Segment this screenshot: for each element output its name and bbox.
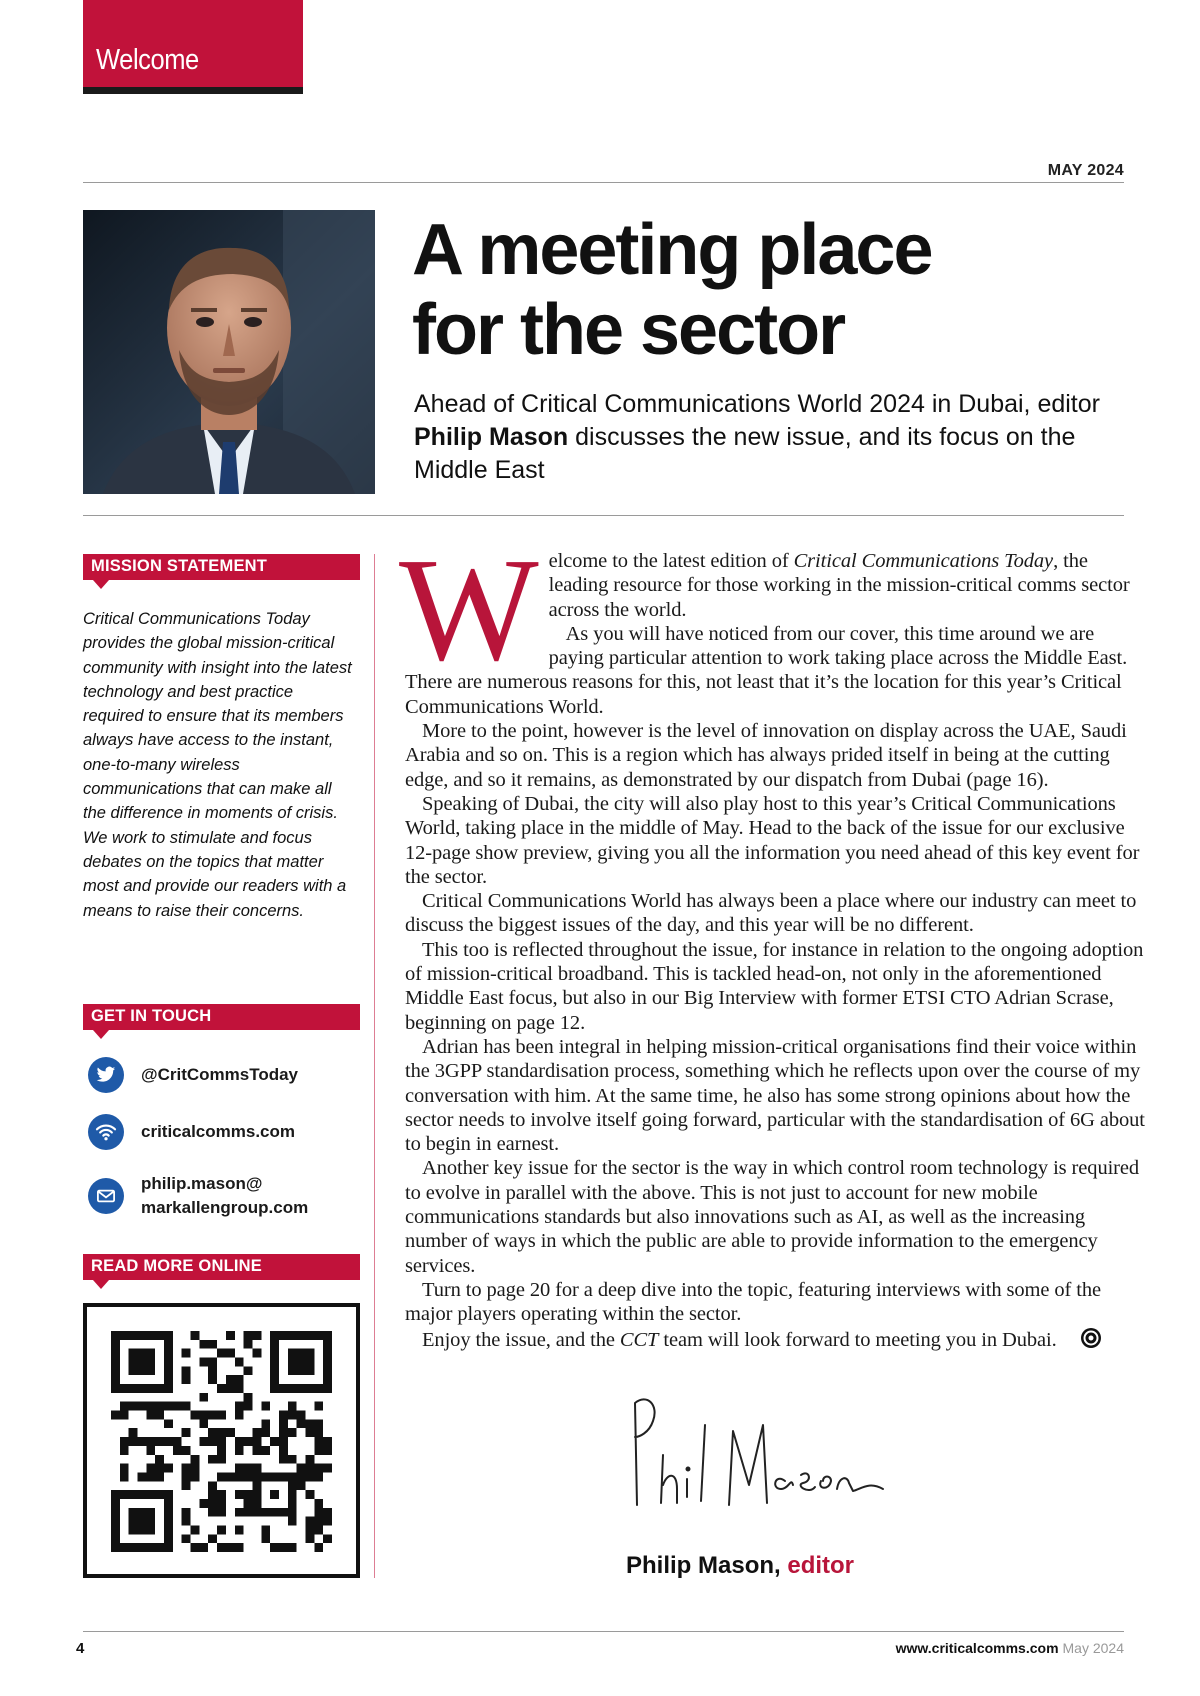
standfirst-author: Philip Mason [414, 423, 569, 451]
email-line-1: philip.mason@ [141, 1174, 263, 1193]
paragraph-10-text: Enjoy the issue, and the [422, 1328, 620, 1351]
top-divider [83, 182, 1124, 183]
publication-title: Critical Communications Today [793, 550, 1054, 572]
paragraph-10-text-end: team will look forward to meeting you in Dubai. [658, 1328, 1057, 1351]
standfirst-text-end: discusses the new issue, and its focus on the Middle East [414, 423, 1076, 484]
paragraph-2: As you will have noticed from our cover, this time around we are paying particular attention to work taking place across the Middle East. There are numerous reasons for this, not least that it’s the location for this year’s Critical Communications World. [405, 622, 1128, 718]
contact-twitter[interactable] [88, 1057, 298, 1093]
email-line-2: markallengroup.com [141, 1198, 309, 1217]
footer-date: May 2024 [1062, 1640, 1124, 1656]
twitter-icon [88, 1057, 124, 1093]
publication-abbr: CCT [619, 1328, 659, 1351]
contact-website[interactable] [88, 1114, 295, 1150]
page-number: 4 [76, 1640, 85, 1657]
qr-code-pattern [111, 1331, 332, 1552]
editor-signature [625, 1385, 890, 1515]
read-more-online-heading: READ MORE ONLINE [83, 1254, 360, 1280]
standfirst [414, 388, 1134, 487]
paragraph-6: This too is reflected throughout the issue, for instance in relation to the ongoing adoption of mission-critical broadband. This is tackled head-on, not only in the aforementioned Middle East focus, but also in our Big Interview with former ETSI CTO Adrian Scrase, beginning on page 12. [405, 938, 1144, 1034]
mission-statement-text: Critical Communications Today provides the global mission-critical community with insight into the latest technology and best practice required to ensure that its members always have access to the instant, one-to-many wireless communications that can make all the difference in moments of crisis. We work to stimulate and focus debates on the topics that matter most and provide our readers with a means to raise their concerns. [83, 610, 352, 920]
paragraph-9: Turn to page 20 for a deep dive into the topic, featuring interviews with some of the major players operating within the sector. [405, 1278, 1102, 1326]
get-in-touch-heading: GET IN TOUCH [83, 1004, 360, 1030]
footer-url[interactable]: www.criticalcomms.com [895, 1640, 1059, 1656]
standfirst-text: Ahead of Critical Communications World 2024 in Dubai, editor [414, 390, 1100, 418]
paragraph-4: Speaking of Dubai, the city will also play host to this year’s Critical Communications World, taking place in the middle of May. Head to the back of the issue for our exclusive 12-page show preview, giving you all the information you need ahead of this key event for the sector. [405, 792, 1140, 888]
end-mark-icon [1063, 1327, 1102, 1355]
headline-line-1: A meeting place [412, 210, 932, 290]
mail-icon [88, 1178, 124, 1214]
mission-statement-heading: MISSION STATEMENT [83, 554, 360, 580]
paragraph-7: Adrian has been integral in helping mission-critical organisations find their voice within the 3GPP standardisation process, something which he reflects upon over the course of my conversation with him. At the same time, he also has some strong opinions about how the sector needs to involve itself going forward, particular with the standardisation of 6G about to begin in earnest. [405, 1035, 1145, 1156]
wifi-icon [88, 1114, 124, 1150]
paragraph-3: More to the point, however is the level of innovation on display across the UAE, Saudi Arabia and so on. This is a region which has always prided itself in being at the cutting edge, and so it remains, as demonstrated by our dispatch from Dubai (page 16). [405, 720, 1127, 791]
signoff-role: editor [780, 1552, 855, 1579]
contact-website-url[interactable]: criticalcomms.com [141, 1122, 296, 1141]
column-divider [374, 554, 375, 1578]
headline-line-2: for the sector [412, 290, 845, 370]
footer-divider [83, 1631, 1124, 1632]
middle-divider [83, 515, 1124, 516]
paragraph-5: Critical Communications World has always been a place where our industry can meet to discuss the biggest issues of the day, and this year will be no different. [405, 890, 1137, 937]
section-tab [83, 0, 303, 94]
paragraph-10 [405, 1327, 1145, 1355]
drop-cap: W [399, 528, 539, 692]
paragraph-1-text-end: , the leading resource for those working in the mission-critical comms sector across the world. [548, 550, 1130, 621]
signoff [626, 1552, 854, 1580]
issue-date: MAY 2024 [1047, 162, 1124, 179]
signoff-name: Philip Mason, [626, 1552, 781, 1579]
contact-email[interactable] [88, 1172, 308, 1220]
contact-twitter-handle[interactable]: @CritCommsToday [141, 1065, 299, 1084]
paragraph-8: Another key issue for the sector is the way in which control room technology is required to evolve in parallel with the above. This is not just to account for new mobile communications standards but also innovations such as AI, as well as the increasing number of ways in which the public are able to provide information to the emergency services. [405, 1157, 1140, 1277]
paragraph-1-text: elcome to the latest edition of [548, 550, 794, 572]
article-body [399, 528, 1145, 1355]
section-label: Welcome [96, 44, 199, 76]
headline [412, 210, 1112, 370]
contact-email-address[interactable] [141, 1172, 308, 1220]
editor-portrait [83, 210, 375, 494]
qr-code[interactable] [83, 1303, 360, 1578]
footer-info [896, 1640, 1124, 1656]
